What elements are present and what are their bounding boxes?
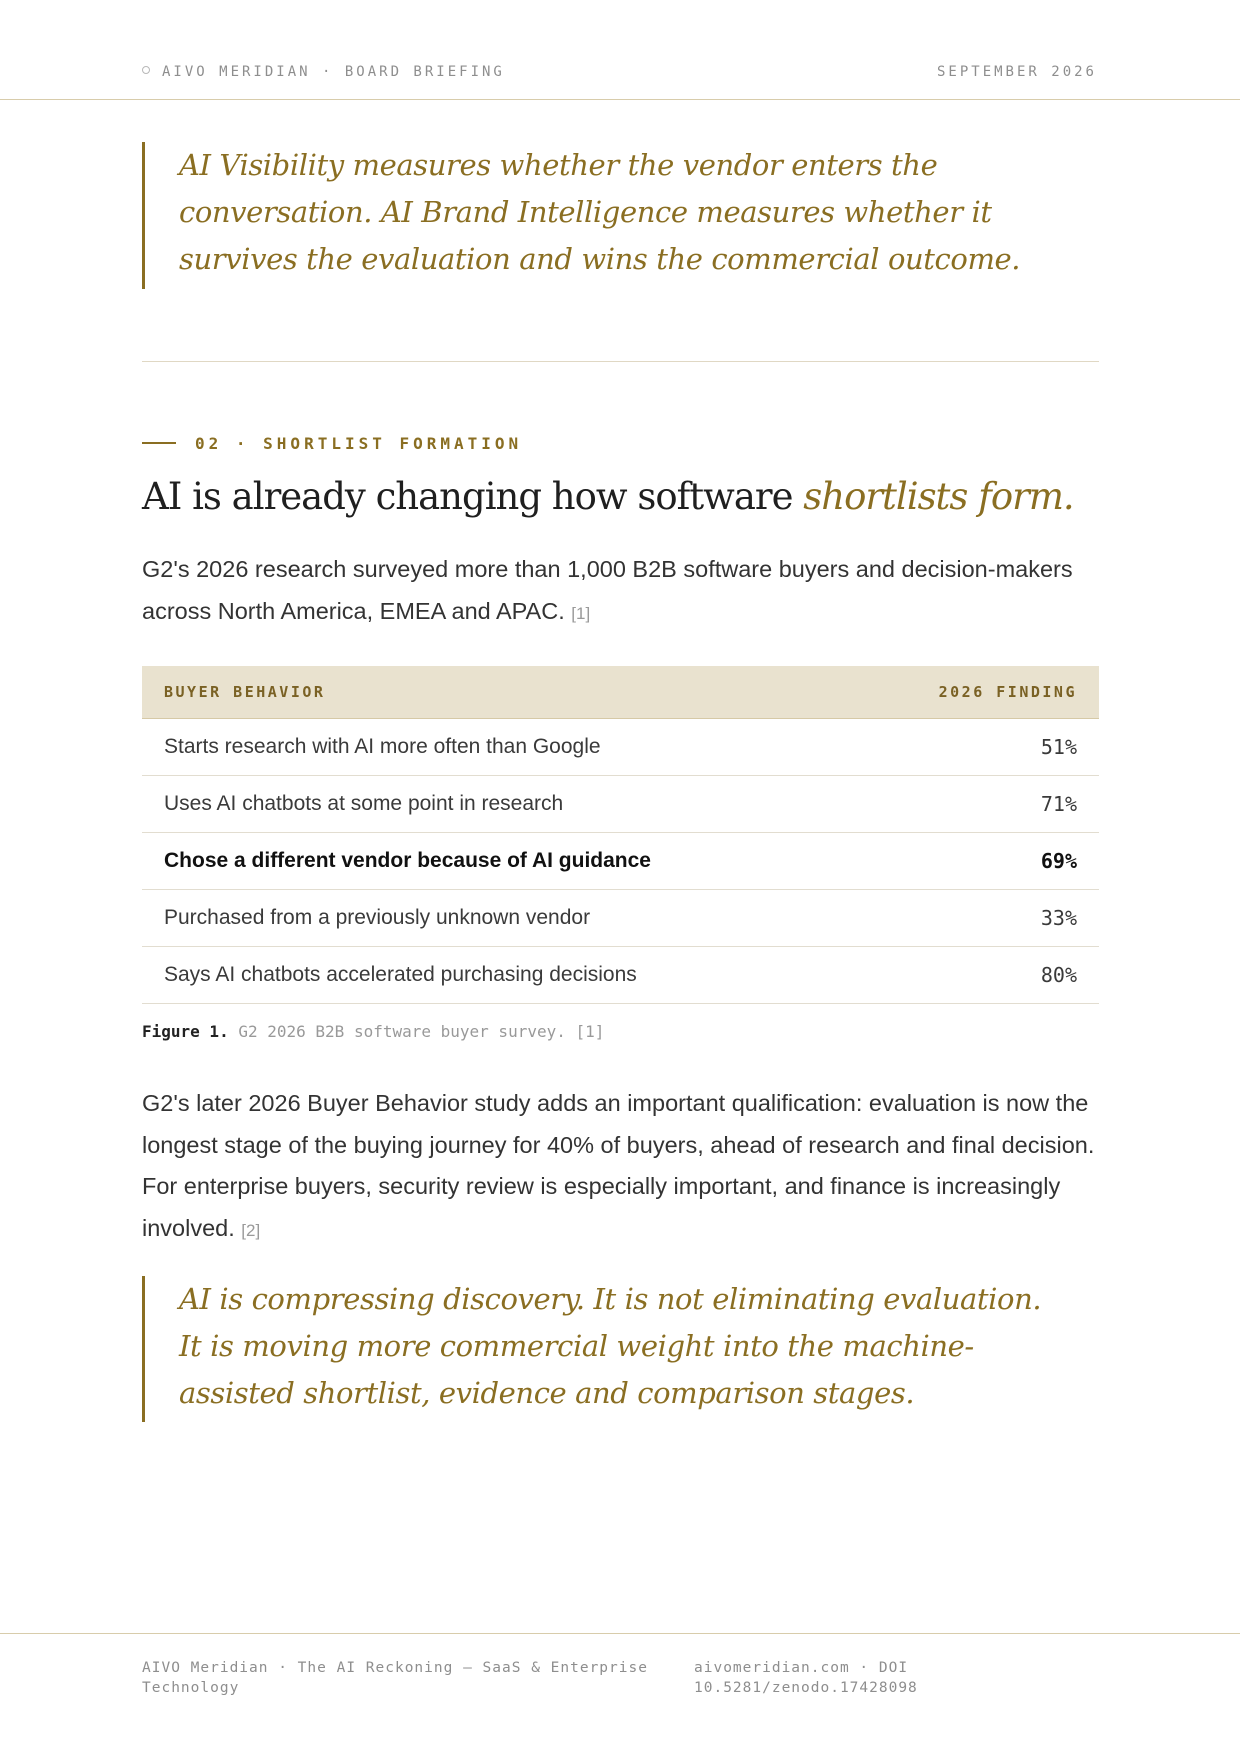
- row-behavior: Says AI chatbots accelerated purchasing decisions: [142, 947, 854, 1004]
- pull-quote-top-text: AI Visibility measures whether the vendor enters the conversation. AI Brand Intelligence measures whether it survives the evaluation and wins the commercial outcome.: [179, 148, 1021, 276]
- page-footer: [0, 1633, 1240, 1696]
- intro-paragraph: [142, 549, 1102, 634]
- table-row: [142, 776, 1099, 833]
- figure-label: Figure 1.: [142, 1022, 229, 1041]
- row-finding: 80%: [854, 947, 1099, 1004]
- row-finding: 69%: [854, 833, 1099, 890]
- row-behavior: Purchased from a previously unknown vendor: [142, 890, 854, 947]
- figure-caption-text: G2 2026 B2B software buyer survey. [1]: [238, 1022, 605, 1041]
- section-divider: [142, 361, 1099, 362]
- pull-quote-bottom: [142, 1276, 1042, 1422]
- pull-quote-bottom-text: AI is compressing discovery. It is not eliminating evaluation. It is moving more commercial weight into the machine-assisted shortlist, evidence and comparison stages.: [179, 1282, 1042, 1410]
- eyebrow-dash: [142, 442, 176, 444]
- section-title: [142, 472, 1074, 522]
- figure-caption: [142, 1022, 604, 1041]
- table-row-highlighted: [142, 833, 1099, 890]
- row-behavior: Uses AI chatbots at some point in research: [142, 776, 854, 833]
- row-behavior: Starts research with AI more often than Google: [142, 719, 854, 776]
- table-row: [142, 947, 1099, 1004]
- table-row: [142, 890, 1099, 947]
- column-header-behavior: BUYER BEHAVIOR: [142, 666, 854, 719]
- pull-quote-top: [142, 142, 1042, 289]
- section-title-emphasis: shortlists form.: [803, 475, 1074, 518]
- row-finding: 33%: [854, 890, 1099, 947]
- row-finding: 71%: [854, 776, 1099, 833]
- followup-citation[interactable]: [2]: [241, 1220, 261, 1240]
- table-header-row: [142, 666, 1099, 719]
- section-eyebrow-text: 02 · SHORTLIST FORMATION: [195, 434, 523, 453]
- row-finding: 51%: [854, 719, 1099, 776]
- followup-paragraph: [142, 1083, 1102, 1251]
- column-header-finding: 2026 FINDING: [854, 666, 1099, 719]
- header-brand: [142, 64, 505, 80]
- intro-citation[interactable]: [1]: [571, 603, 591, 623]
- buyer-behavior-table: [142, 666, 1099, 1004]
- row-behavior: Chose a different vendor because of AI guidance: [142, 833, 854, 890]
- section-eyebrow: [142, 434, 522, 453]
- footer-publication: AIVO Meridian · The AI Reckoning — SaaS & Enterprise Technology: [142, 1660, 648, 1696]
- page-header: [0, 0, 1240, 100]
- header-brand-text: AIVO MERIDIAN · BOARD BRIEFING: [162, 64, 505, 80]
- intro-text: G2's 2026 research surveyed more than 1,000 B2B software buyers and decision-makers across North America, EMEA and APAC.: [142, 556, 1073, 624]
- header-date: SEPTEMBER 2026: [936, 64, 1097, 80]
- followup-text: G2's later 2026 Buyer Behavior study adds an important qualification: evaluation is now the longest stage of the buying journey for 40% of buyers, ahead of research and final decision. For enterprise buyers, security review is especially important, and finance is increasingly involved.: [142, 1090, 1095, 1241]
- section-title-plain: AI is already changing how software: [142, 475, 804, 518]
- table-row: [142, 719, 1099, 776]
- circle-icon: [142, 66, 150, 74]
- footer-doi[interactable]: aivomeridian.com · DOI 10.5281/zenodo.17428098: [694, 1660, 918, 1696]
